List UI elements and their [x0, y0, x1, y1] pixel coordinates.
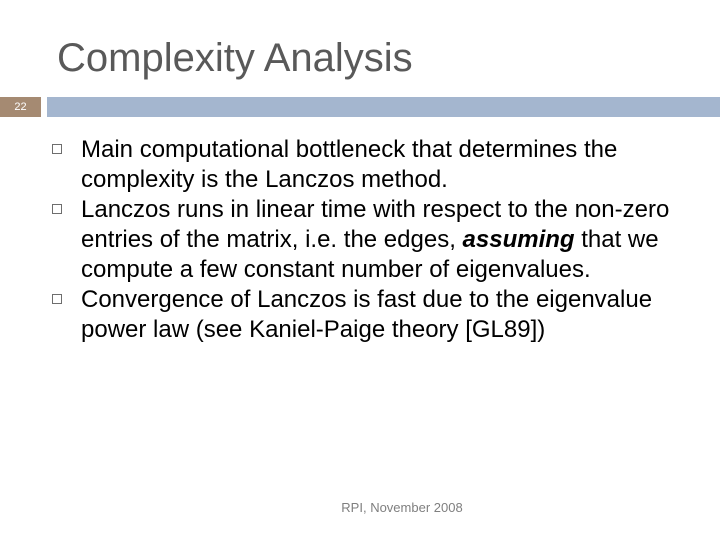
- square-bullet-icon: [52, 294, 62, 304]
- bullet-item: [52, 195, 702, 285]
- bullet-text: Main computational bottleneck that determines the complexity is the Lanczos method.: [81, 136, 618, 193]
- slide-title: Complexity Analysis: [57, 36, 413, 80]
- bullet-item: [52, 135, 702, 195]
- bullet-list: [52, 135, 702, 345]
- bullet-text: Lanczos runs in linear time with respect to the non-zero entries of the matrix, i.e. the edges,: [81, 196, 670, 253]
- square-bullet-icon: [52, 144, 62, 154]
- bullet-item: [52, 285, 702, 345]
- slide-number: 22: [0, 97, 41, 117]
- bullet-text-continued: that we compute a few constant number of eigenvalues.: [81, 226, 659, 283]
- square-bullet-icon: [52, 204, 62, 214]
- bullet-emphasis: assuming: [462, 226, 575, 253]
- slide-footer: RPI, November 2008: [341, 500, 463, 515]
- header-accent-bar: [47, 97, 720, 117]
- bullet-text: Convergence of Lanczos is fast due to the eigenvalue power law (see Kaniel-Paige theory [GL89]): [81, 286, 653, 343]
